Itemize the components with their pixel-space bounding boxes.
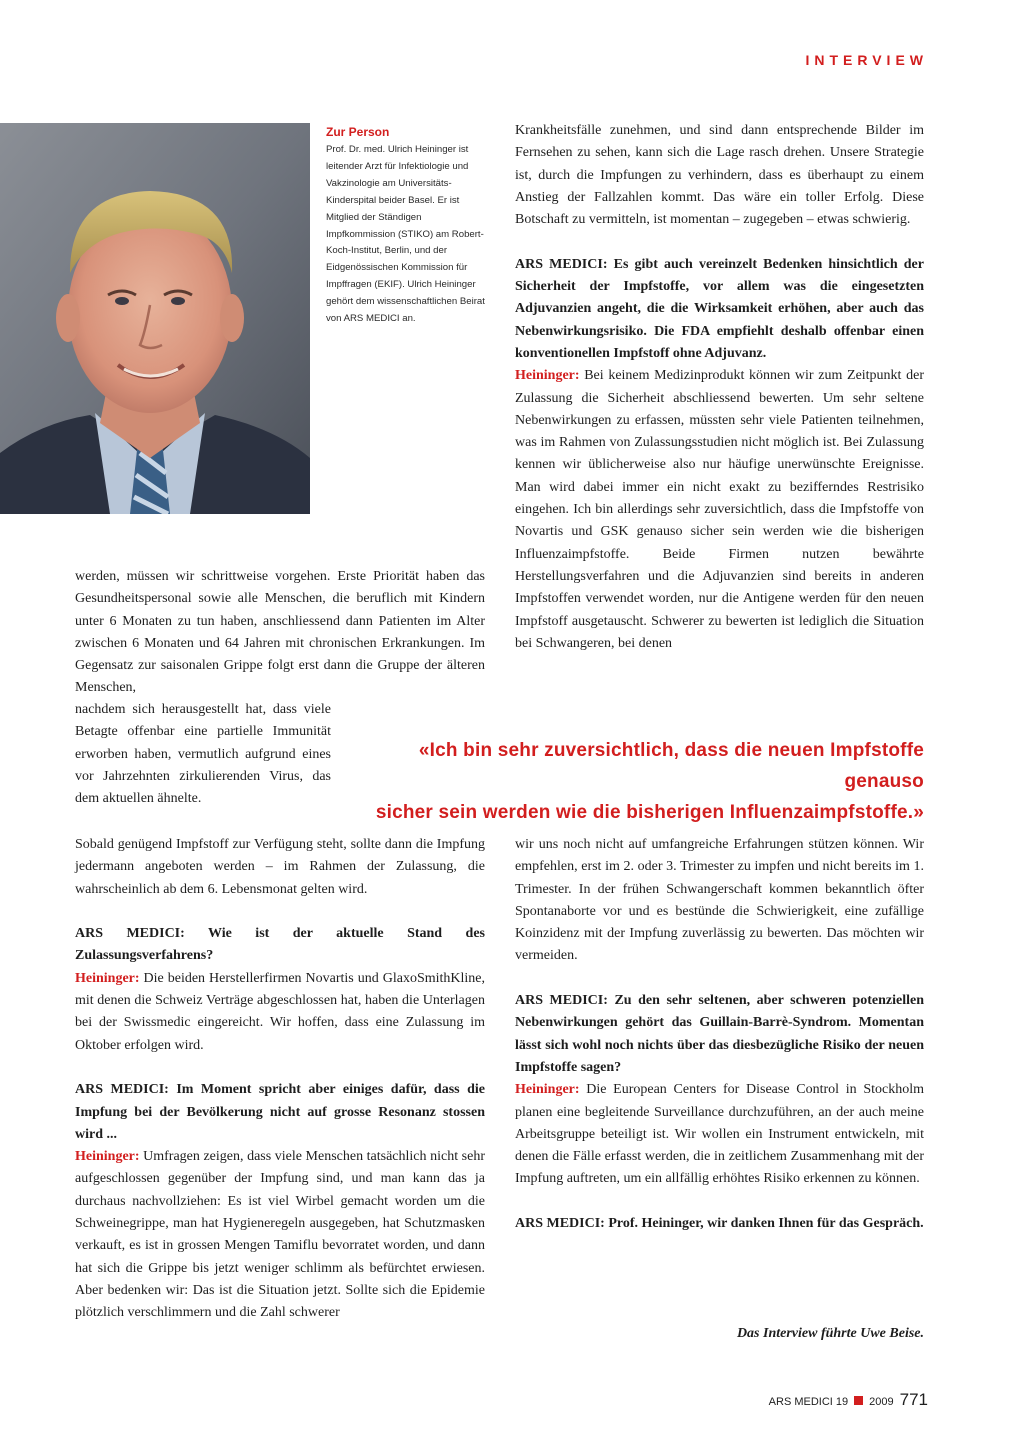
- portrait-illustration: [0, 123, 310, 514]
- question-text: Zu den sehr seltenen, aber schweren potenziellen Nebenwirkungen gehört das Guillain-Barrè-Syndrom. Momentan lässt sich wohl noch nichts über das diesbezügliche Risiko der neuen Impfstoffe sagen?: [515, 993, 924, 1075]
- speaker-heininger: Heininger:: [515, 368, 580, 384]
- section-label: INTERVIEW: [805, 52, 928, 68]
- speaker-ars-medici: ARS MEDICI:: [75, 926, 185, 942]
- question-paragraph: [515, 254, 924, 365]
- question-text: Es gibt auch vereinzelt Bedenken hinsichtlich der Sicherheit der Impfstoffe, vor allem was die eingesetzten Adjuvanzien angeht, die die Wirksamkeit erhöhen, aber auch das Nebenwirkungsrisiko. Die FDA empfiehlt deshalb offenbar einen konventionellen Impfstoff ohne Adjuvanz.: [515, 256, 924, 361]
- answer-text: Die European Centers for Disease Control in Stockholm planen eine begleitende Surveillance durchzuführen, an der auch meine Arbeitsgruppe beteiligt ist. Wir wollen ein Instrument entwickeln, mit denen die Fälle erfasst werden, die in zeitlichem Zusammenhang mit der Impfung auftreten, um ein allfällig erhöhtes Risiko erkennen zu können.: [515, 1082, 924, 1187]
- pull-quote-line-2: sicher sein werden wie die bisherigen Influenzaimpfstoffe.»: [375, 802, 924, 823]
- answer-paragraph: [515, 1079, 924, 1190]
- speaker-ars-medici: ARS MEDICI:: [75, 1082, 169, 1098]
- paragraph: Krankheitsfälle zunehmen, und sind dann entsprechende Bilder im Fernsehen zu sehen, kann sich die Lage rasch drehen. Unsere Strategie ist, durch die Impfungen zu verhindern, dass es überhaupt zu einem Anstieg der Fallzahlen kommt. Das wäre ein toller Erfolg. Diese Botschaft zu vermitteln, ist momentan – zugegeben – etwas schwierig.: [515, 123, 924, 228]
- speaker-heininger: Heininger:: [515, 1082, 580, 1098]
- interview-credit: Das Interview führte Uwe Beise.: [736, 1326, 924, 1341]
- portrait-photo: [0, 123, 310, 514]
- speaker-heininger: Heininger:: [75, 1149, 140, 1165]
- pull-quote: [346, 735, 924, 828]
- journal-name: ARS MEDICI 19: [768, 1396, 849, 1408]
- paragraph: wir uns noch nicht auf umfangreiche Erfahrungen stützen können. Wir empfehlen, erst im 2. oder 3. Trimester zu impfen und nicht bereits im 1. Trimester. In der frühen Schwangerschaft kommen bekanntlich öfter Spontanaborte vor und es bestünde die Schwierigkeit, eine zufällige Koinzidenz mit der Impfung zuverlässig zu bewerten. Das möchten wir vermeiden.: [515, 837, 924, 964]
- answer-text: Bei keinem Medizinprodukt können wir zum Zeitpunkt der Zulassung die Sicherheit abschliessend bewerten. Um sehr seltene Nebenwirkungen zu erfassen, müssten sehr viele Patienten teilnehmen, was im Rahmen von Zulassungsstudien nicht möglich ist. Bei Zulassung kennen wir üblicherweise also nur häufige unerwünschte Ereignisse. Man wird dabei immer ein nicht exakt zu bezifferndes Restrisiko eingehen. Ich bin allerdings sehr zuversichtlich, dass die Impfstoffe von Novartis und GSK genauso sicher sein werden wie die bisherigen Influenzaimpfstoffe. Beide Firmen nutzen bewährte Herstellungsverfahren und die Adjuvanzien sind bereits in anderen Impfstoffen verwendet worden, nur die Antigene werden für den neuen Impfstoff ausgetauscht. Schwerer zu bewerten ist lediglich die Situation bei Schwangeren, bei denen: [515, 368, 924, 651]
- question-text: Prof. Heininger, wir danken Ihnen für das Gespräch.: [604, 1216, 924, 1232]
- question-paragraph: [515, 990, 924, 1079]
- page-number: 771: [899, 1390, 928, 1409]
- bio-title: Zur Person: [326, 125, 390, 139]
- bio-box: [326, 124, 492, 328]
- paragraph: werden, müssen wir schrittweise vorgehen. Erste Priorität haben das Gesundheitspersonal sowie alle Menschen, die beruflich mit Kindern unter 6 Monaten zu tun haben, anschliessend dann Patienten im Alter zwischen 6 Monaten und 64 Jahren mit chronischen Erkrankungen. Im Gegensatz zur saisonalen Grippe folgt erst dann die Gruppe der älteren Menschen,: [75, 569, 485, 696]
- answer-paragraph: [515, 365, 924, 655]
- right-column-bottom: [515, 834, 924, 1235]
- answer-text: Die beiden Herstellerfirmen Novartis und GlaxoSmithKline, mit denen die Schweiz Verträge abgeschlossen hat, haben die Unterlagen bei der Swissmedic eingereicht. Wir hoffen, dass eine Zulassung im Oktober erfolgen wird.: [75, 970, 485, 1053]
- left-column-bottom: [75, 834, 485, 1325]
- question-text: Wie ist der aktuelle Stand des Zulassungsverfahrens?: [75, 926, 485, 964]
- narrow-paragraph: nachdem sich herausgestellt hat, dass viele Betagte offenbar eine partielle Immunität erworben haben, vermutlich aufgrund eines vor Jahrzehnten zirkulierenden Virus, das dem aktuellen ähnelte.: [75, 702, 331, 807]
- bio-text: Prof. Dr. med. Ulrich Heininger ist leitender Arzt für Infektiologie und Vakzinologie am Universitäts-Kinderspital beider Basel. Er ist Mitglied der Ständigen Impfkommission (STIKO) am Robert-Koch-Institut, Berlin, und der Eidgenössischen Kommission für Impffragen (EKIF). Ulrich Heininger gehört dem wissenschaftlichen Beirat von ARS MEDICI an.: [326, 144, 485, 325]
- question-text: Im Moment spricht aber einiges dafür, dass die Impfung bei der Bevölkerung nicht auf grosse Resonanz stossen wird ...: [75, 1082, 485, 1142]
- answer-text: Umfragen zeigen, dass viele Menschen tatsächlich nicht sehr aufgeschlossen gegenüber der Impfung sind, und man kann das ja durchaus nachvollziehen: Es ist viel Wirbel gemacht worden um die Schweinegrippe, man hat Hygieneregeln ausgegeben, hat Schutzmasken verkauft, es ist in grossen Mengen Tamiflu bevorratet worden, und dann hat sich die Grippe bis jetzt weniger schlimm als befürchtet erwiesen. Aber bedenken wir: Das ist die Situation jetzt. Sollte sich die Epidemie plötzlich verschlimmern und die Zahl schwerer: [75, 1149, 485, 1321]
- paragraph: Sobald genügend Impfstoff zur Verfügung steht, sollte dann die Impfung jedermann angeboten werden – im Rahmen der Zulassung, die wahrscheinlich ab dem 6. Lebensmonat gelten wird.: [75, 837, 485, 897]
- page-footer: [769, 1390, 928, 1410]
- question-paragraph: [515, 1213, 924, 1235]
- right-column-top: [515, 120, 924, 655]
- answer-paragraph: [75, 968, 485, 1057]
- pull-quote-line-1: «Ich bin sehr zuversichtlich, dass die neuen Impfstoffe genauso: [418, 740, 924, 792]
- speaker-heininger: Heininger:: [75, 970, 140, 986]
- speaker-ars-medici: ARS MEDICI:: [515, 256, 608, 272]
- journal-year: 2009: [869, 1396, 894, 1408]
- speaker-ars-medici: ARS MEDICI:: [515, 993, 608, 1009]
- speaker-ars-medici: ARS MEDICI:: [515, 1216, 605, 1232]
- answer-paragraph: [75, 1146, 485, 1324]
- red-square-icon: [854, 1396, 863, 1405]
- left-column-top: [75, 566, 485, 700]
- question-paragraph: [75, 923, 485, 968]
- question-paragraph: [75, 1079, 485, 1146]
